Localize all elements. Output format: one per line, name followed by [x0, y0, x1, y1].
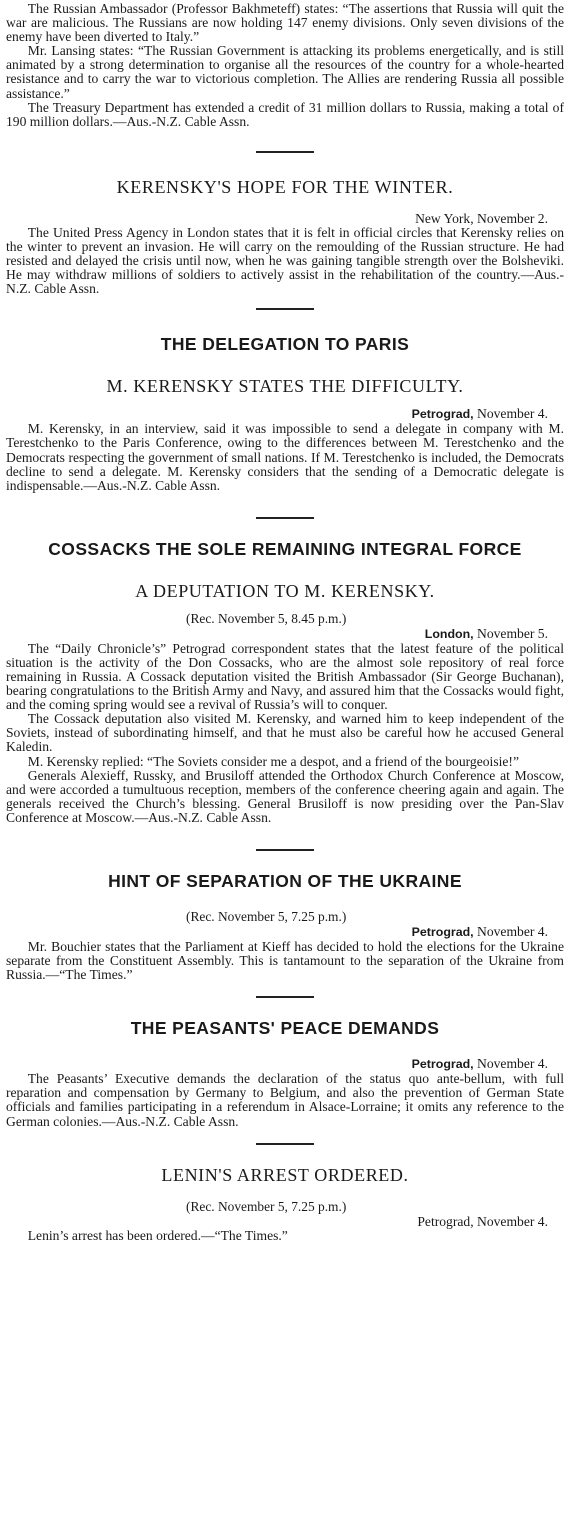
dateline-place: Petrograd, — [411, 925, 474, 939]
dateline-place: London, — [424, 626, 474, 641]
headline: LENIN'S ARREST ORDERED. — [161, 1164, 409, 1185]
paragraph: The Peasants’ Executive demands the declaration of the status quo ante-bellum, with full reparation and compensation by Germany to Belgium, and also the prevention of German State officials and families participating in a referendum in Alsace-Lorraine; it omits any reference to the German colonies.—Aus.-N.Z. Cable Assn. — [6, 1071, 564, 1129]
paragraph: The “Daily Chronicle’s” Petrograd correspondent states that the latest feature of the political situation is the activity of the Don Cossacks, who are the almost sole repository of real force remaining in Russia. A Cossack deputation visited the British Ambassador (Sir George Buchanan), bearing congratulations to the British Army and Navy, and assured him that the Cossacks would fight, and the coming spring would see a revival of Russia’s will to conquer. — [6, 640, 564, 713]
headline: THE PEASANTS' PEACE DEMANDS — [130, 1018, 440, 1039]
paragraph: The United Press Agency in London states that it is felt in official circles that Kerensky relies on the winter to prevent an invasion. He will carry on the remoulding of the Russian structure. He had resisted and delayed the crisis until now, when he was gaining tangible strength over the Bolsheviki. He may withdraw millions of soldiers to actively assist in the rehabilitation of the country.—Aus.-N.Z. Cable Assn. — [6, 224, 564, 297]
dateline — [6, 1056, 564, 1072]
dateline-place: New York, — [415, 210, 474, 226]
dateline-place: Petrograd, — [411, 407, 474, 422]
dateline-date: November 5. — [477, 625, 548, 641]
dateline-date: November 4. — [477, 1056, 548, 1072]
section-divider — [256, 517, 314, 519]
section-divider — [256, 151, 314, 153]
article-cossacks — [6, 539, 564, 825]
dateline-place: Petrograd, — [411, 1057, 474, 1072]
dateline — [6, 1214, 564, 1229]
paragraph: Generals Alexieff, Russky, and Brusiloff attended the Orthodox Church Conference at Moscow, and were accorded a tumultuous reception, members of the conference cheering again and again. The generals received the Church’s blessing. General Brusiloff is now presiding over the Pan-Slav Conference at Moscow.—Aus.-N.Z. Cable Assn. — [6, 767, 564, 825]
paragraph: Mr. Bouchier states that the Parliament at Kieff has decided to hold the elections for the Ukraine separate from the Constituent Assembly. This is tantamount to the separation of the Ukraine from Russia.—“The Times.” — [6, 939, 564, 983]
paragraph: Lenin’s arrest has been ordered.—“The Times.” — [27, 1227, 288, 1243]
article-delegation — [6, 334, 564, 492]
dateline-date: November 4. — [477, 406, 548, 422]
article-ukraine — [6, 871, 564, 982]
dateline-date: November 4. — [477, 924, 548, 939]
dateline-date: November 4. — [477, 1213, 548, 1229]
section-divider — [256, 308, 314, 310]
headline: COSSACKS THE SOLE REMAINING INTEGRAL FORCE — [48, 538, 522, 559]
headline: THE DELEGATION TO PARIS — [160, 334, 410, 355]
paragraph: M. Kerensky replied: “The Soviets consider me a despot, and a friend of the bourgeoisie!” — [27, 753, 519, 769]
subheadline: M. KERENSKY STATES THE DIFFICULTY. — [106, 376, 464, 397]
article-intro — [6, 2, 564, 129]
section-divider — [256, 849, 314, 851]
article-peasants — [6, 1018, 564, 1128]
subheadline: A DEPUTATION TO M. KERENSKY. — [135, 580, 435, 601]
paragraph: The Treasury Department has extended a credit of 31 million dollars to Russia, making a total of 190 million dollars.—Aus.-N.Z. Cable Assn. — [6, 99, 564, 129]
received-time: (Rec. November 5, 7.25 p.m.) — [186, 909, 347, 924]
article-lenin — [6, 1165, 564, 1243]
paragraph: Mr. Lansing states: “The Russian Government is attacking its problems energetically, and is still animated by a strong determination to organise all the resources of the country for a whole-hearted resistance and to carry the war to victorious completion. The Allies are rendering Russia all possible assistance.” — [6, 43, 564, 101]
headline: HINT OF SEPARATION OF THE UKRAINE — [108, 871, 462, 891]
dateline — [6, 211, 564, 226]
article-kerensky-hope — [6, 177, 564, 296]
section-divider — [256, 996, 314, 998]
received-time: (Rec. November 5, 8.45 p.m.) — [186, 610, 347, 626]
dateline-date: November 2. — [477, 210, 548, 226]
received-time: (Rec. November 5, 7.25 p.m.) — [186, 1198, 347, 1214]
paragraph: The Cossack deputation also visited M. Kerensky, and warned him to keep independent of the Soviets, instead of subordinating himself, and that he must also be careful how he accused General Kaledin. — [6, 711, 564, 755]
dateline — [6, 626, 564, 642]
dateline — [6, 406, 564, 422]
paragraph: M. Kerensky, in an interview, said it was impossible to send a delegate in company with M. Terestchenko to the Paris Conference, owing to the differences between M. Terestchenko and the Democrats respecting the government of small nations. If M. Terestchenko is included, the Democrats decline to send a delegate. M. Kerensky considers that the sending of a Democratic delegate is indispensable.—Aus.-N.Z. Cable Assn. — [6, 421, 564, 493]
dateline — [6, 924, 564, 940]
paragraph: The Russian Ambassador (Professor Bakhmeteff) states: “The assertions that Russia will quit the war are malicious. The Russians are now holding 147 enemy divisions. Only seven divisions of the enemy have been diverted to Italy.” — [6, 1, 564, 45]
dateline-place: Petrograd, — [417, 1213, 474, 1229]
section-divider — [256, 1143, 314, 1145]
headline: KERENSKY'S HOPE FOR THE WINTER. — [116, 176, 454, 197]
